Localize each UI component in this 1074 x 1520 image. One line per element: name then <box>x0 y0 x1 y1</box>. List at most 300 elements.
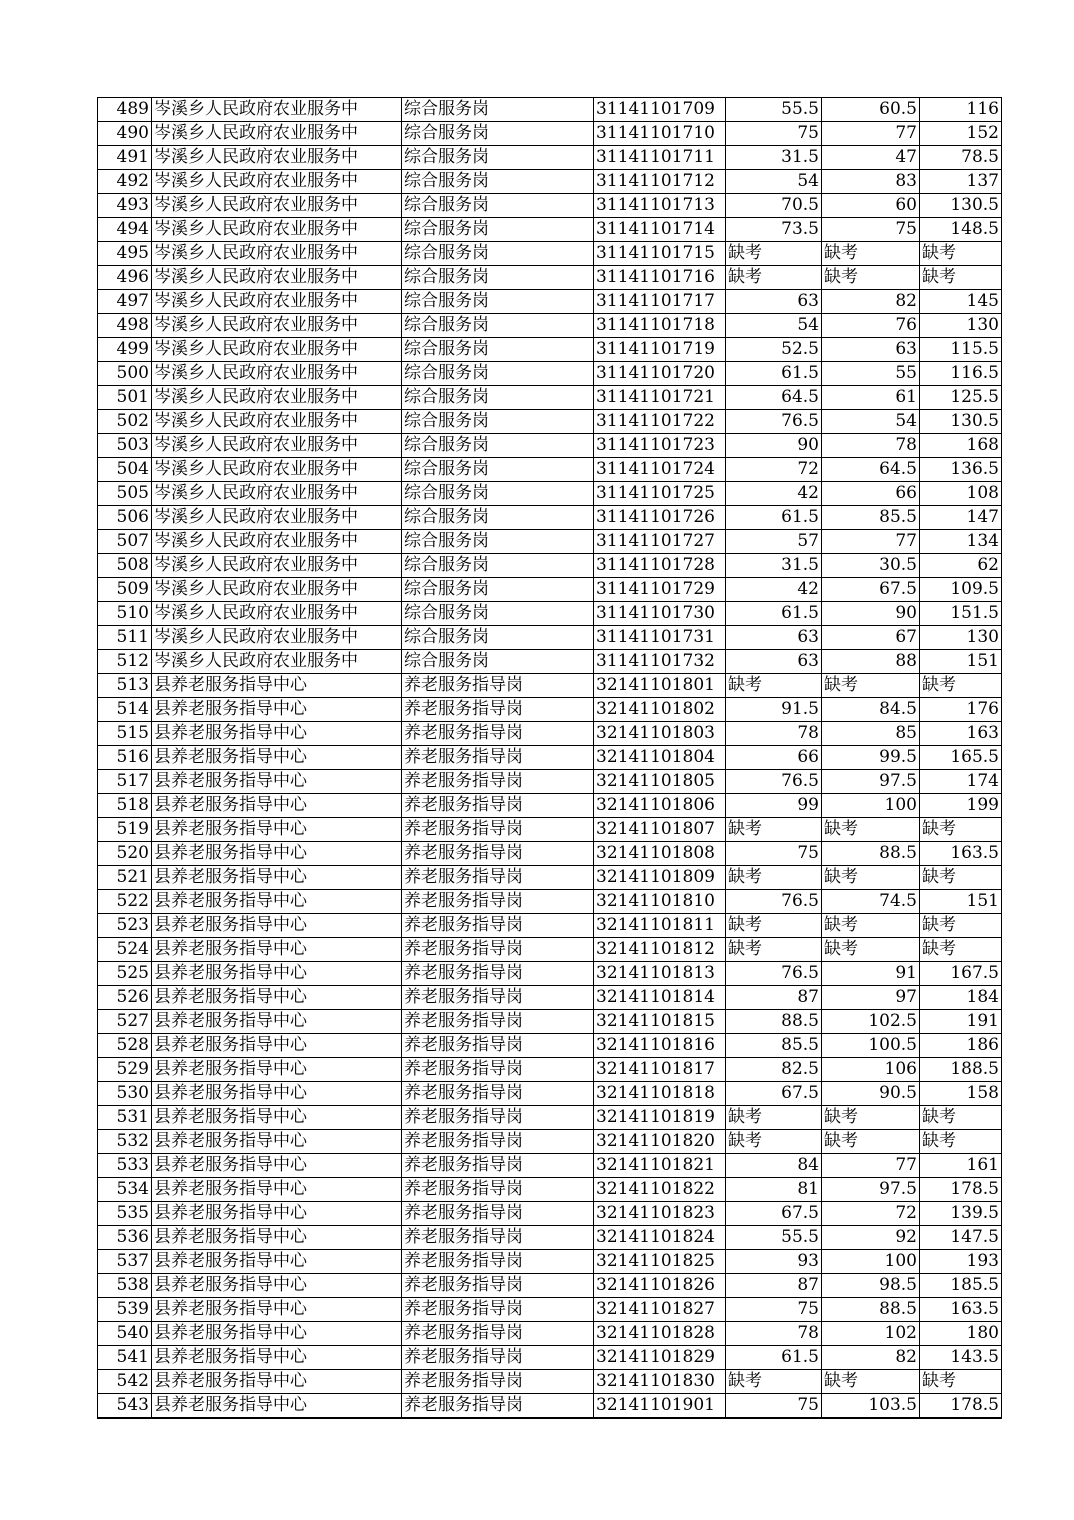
unit-cell: 岑溪乡人民政府农业服务中 <box>152 314 402 338</box>
unit-cell: 岑溪乡人民政府农业服务中 <box>152 458 402 482</box>
position-cell: 综合服务岗 <box>402 266 594 290</box>
total-cell: 130 <box>920 626 1002 650</box>
seq-cell: 522 <box>98 890 152 914</box>
table-row <box>98 1154 1002 1178</box>
total-cell: 178.5 <box>920 1394 1002 1419</box>
exam-id-cell: 32141101814 <box>594 986 726 1010</box>
total-cell: 缺考 <box>920 1106 1002 1130</box>
score2-cell: 60 <box>822 194 920 218</box>
position-cell: 综合服务岗 <box>402 506 594 530</box>
score1-cell: 78 <box>726 1322 822 1346</box>
unit-cell: 县养老服务指导中心 <box>152 1250 402 1274</box>
position-cell: 养老服务指导岗 <box>402 674 594 698</box>
unit-cell: 县养老服务指导中心 <box>152 1106 402 1130</box>
position-cell: 养老服务指导岗 <box>402 1130 594 1154</box>
total-cell: 缺考 <box>920 1130 1002 1154</box>
table-row <box>98 602 1002 626</box>
score2-cell: 缺考 <box>822 818 920 842</box>
position-cell: 养老服务指导岗 <box>402 866 594 890</box>
exam-id-cell: 31141101716 <box>594 266 726 290</box>
position-cell: 养老服务指导岗 <box>402 1106 594 1130</box>
position-cell: 养老服务指导岗 <box>402 938 594 962</box>
score1-cell: 31.5 <box>726 554 822 578</box>
score2-cell: 78 <box>822 434 920 458</box>
exam-id-cell: 32141101806 <box>594 794 726 818</box>
score1-cell: 87 <box>726 986 822 1010</box>
unit-cell: 县养老服务指导中心 <box>152 746 402 770</box>
table-row <box>98 1178 1002 1202</box>
table-row <box>98 98 1002 122</box>
score2-cell: 缺考 <box>822 266 920 290</box>
table-row <box>98 1202 1002 1226</box>
score1-cell: 缺考 <box>726 242 822 266</box>
position-cell: 综合服务岗 <box>402 554 594 578</box>
score2-cell: 77 <box>822 1154 920 1178</box>
unit-cell: 岑溪乡人民政府农业服务中 <box>152 362 402 386</box>
position-cell: 综合服务岗 <box>402 98 594 122</box>
score1-cell: 93 <box>726 1250 822 1274</box>
exam-id-cell: 31141101709 <box>594 98 726 122</box>
total-cell: 176 <box>920 698 1002 722</box>
total-cell: 130.5 <box>920 194 1002 218</box>
table-row <box>98 458 1002 482</box>
total-cell: 缺考 <box>920 674 1002 698</box>
exam-id-cell: 31141101721 <box>594 386 726 410</box>
table-row <box>98 410 1002 434</box>
exam-id-cell: 31141101714 <box>594 218 726 242</box>
seq-cell: 543 <box>98 1394 152 1419</box>
unit-cell: 县养老服务指导中心 <box>152 1394 402 1419</box>
table-row <box>98 314 1002 338</box>
total-cell: 147.5 <box>920 1226 1002 1250</box>
position-cell: 养老服务指导岗 <box>402 1274 594 1298</box>
unit-cell: 县养老服务指导中心 <box>152 1010 402 1034</box>
position-cell: 养老服务指导岗 <box>402 818 594 842</box>
unit-cell: 县养老服务指导中心 <box>152 1274 402 1298</box>
score1-cell: 55.5 <box>726 1226 822 1250</box>
seq-cell: 525 <box>98 962 152 986</box>
total-cell: 116 <box>920 98 1002 122</box>
exam-id-cell: 31141101722 <box>594 410 726 434</box>
position-cell: 综合服务岗 <box>402 362 594 386</box>
total-cell: 174 <box>920 770 1002 794</box>
table-row <box>98 194 1002 218</box>
score2-cell: 54 <box>822 410 920 434</box>
table-row <box>98 1250 1002 1274</box>
score2-cell: 88 <box>822 650 920 674</box>
total-cell: 163.5 <box>920 1298 1002 1322</box>
seq-cell: 500 <box>98 362 152 386</box>
table-row <box>98 1082 1002 1106</box>
seq-cell: 523 <box>98 914 152 938</box>
unit-cell: 岑溪乡人民政府农业服务中 <box>152 218 402 242</box>
score1-cell: 42 <box>726 482 822 506</box>
position-cell: 养老服务指导岗 <box>402 890 594 914</box>
total-cell: 151 <box>920 650 1002 674</box>
table-row <box>98 1226 1002 1250</box>
exam-id-cell: 31141101712 <box>594 170 726 194</box>
score1-cell: 缺考 <box>726 938 822 962</box>
total-cell: 116.5 <box>920 362 1002 386</box>
score2-cell: 缺考 <box>822 1130 920 1154</box>
exam-id-cell: 32141101824 <box>594 1226 726 1250</box>
position-cell: 综合服务岗 <box>402 482 594 506</box>
unit-cell: 岑溪乡人民政府农业服务中 <box>152 170 402 194</box>
unit-cell: 岑溪乡人民政府农业服务中 <box>152 602 402 626</box>
total-cell: 158 <box>920 1082 1002 1106</box>
table-row <box>98 1274 1002 1298</box>
seq-cell: 514 <box>98 698 152 722</box>
exam-id-cell: 32141101826 <box>594 1274 726 1298</box>
score2-cell: 72 <box>822 1202 920 1226</box>
position-cell: 综合服务岗 <box>402 122 594 146</box>
position-cell: 养老服务指导岗 <box>402 746 594 770</box>
position-cell: 综合服务岗 <box>402 290 594 314</box>
unit-cell: 县养老服务指导中心 <box>152 890 402 914</box>
seq-cell: 495 <box>98 242 152 266</box>
position-cell: 综合服务岗 <box>402 626 594 650</box>
table-row <box>98 914 1002 938</box>
total-cell: 109.5 <box>920 578 1002 602</box>
total-cell: 130 <box>920 314 1002 338</box>
position-cell: 养老服务指导岗 <box>402 1010 594 1034</box>
total-cell: 163.5 <box>920 842 1002 866</box>
score-table <box>97 97 1002 1419</box>
exam-id-cell: 31141101710 <box>594 122 726 146</box>
total-cell: 165.5 <box>920 746 1002 770</box>
score1-cell: 61.5 <box>726 362 822 386</box>
total-cell: 143.5 <box>920 1346 1002 1370</box>
table-row <box>98 218 1002 242</box>
seq-cell: 513 <box>98 674 152 698</box>
score2-cell: 97.5 <box>822 1178 920 1202</box>
exam-id-cell: 31141101711 <box>594 146 726 170</box>
score2-cell: 77 <box>822 530 920 554</box>
score2-cell: 67.5 <box>822 578 920 602</box>
position-cell: 养老服务指导岗 <box>402 1394 594 1419</box>
position-cell: 养老服务指导岗 <box>402 1370 594 1394</box>
score1-cell: 88.5 <box>726 1010 822 1034</box>
unit-cell: 岑溪乡人民政府农业服务中 <box>152 434 402 458</box>
seq-cell: 540 <box>98 1322 152 1346</box>
total-cell: 134 <box>920 530 1002 554</box>
score2-cell: 90.5 <box>822 1082 920 1106</box>
unit-cell: 县养老服务指导中心 <box>152 1298 402 1322</box>
unit-cell: 县养老服务指导中心 <box>152 770 402 794</box>
score2-cell: 74.5 <box>822 890 920 914</box>
score2-cell: 91 <box>822 962 920 986</box>
exam-id-cell: 31141101717 <box>594 290 726 314</box>
total-cell: 191 <box>920 1010 1002 1034</box>
table-row <box>98 866 1002 890</box>
position-cell: 养老服务指导岗 <box>402 1082 594 1106</box>
total-cell: 152 <box>920 122 1002 146</box>
table-row <box>98 170 1002 194</box>
score1-cell: 70.5 <box>726 194 822 218</box>
total-cell: 163 <box>920 722 1002 746</box>
position-cell: 养老服务指导岗 <box>402 770 594 794</box>
score1-cell: 缺考 <box>726 1106 822 1130</box>
table-row <box>98 266 1002 290</box>
seq-cell: 526 <box>98 986 152 1010</box>
table-row <box>98 1010 1002 1034</box>
table-row <box>98 770 1002 794</box>
seq-cell: 503 <box>98 434 152 458</box>
score2-cell: 100 <box>822 794 920 818</box>
score2-cell: 67 <box>822 626 920 650</box>
exam-id-cell: 32141101828 <box>594 1322 726 1346</box>
table-row <box>98 818 1002 842</box>
seq-cell: 491 <box>98 146 152 170</box>
exam-id-cell: 32141101811 <box>594 914 726 938</box>
unit-cell: 岑溪乡人民政府农业服务中 <box>152 650 402 674</box>
exam-id-cell: 31141101728 <box>594 554 726 578</box>
unit-cell: 县养老服务指导中心 <box>152 818 402 842</box>
total-cell: 180 <box>920 1322 1002 1346</box>
total-cell: 168 <box>920 434 1002 458</box>
position-cell: 综合服务岗 <box>402 602 594 626</box>
exam-id-cell: 31141101729 <box>594 578 726 602</box>
exam-id-cell: 32141101807 <box>594 818 726 842</box>
table-row <box>98 506 1002 530</box>
position-cell: 综合服务岗 <box>402 434 594 458</box>
score2-cell: 100 <box>822 1250 920 1274</box>
seq-cell: 493 <box>98 194 152 218</box>
exam-id-cell: 31141101730 <box>594 602 726 626</box>
table-row <box>98 1322 1002 1346</box>
position-cell: 养老服务指导岗 <box>402 1034 594 1058</box>
exam-id-cell: 32141101805 <box>594 770 726 794</box>
exam-id-cell: 32141101813 <box>594 962 726 986</box>
table-row <box>98 242 1002 266</box>
unit-cell: 岑溪乡人民政府农业服务中 <box>152 146 402 170</box>
unit-cell: 岑溪乡人民政府农业服务中 <box>152 194 402 218</box>
score1-cell: 76.5 <box>726 890 822 914</box>
table-row <box>98 1106 1002 1130</box>
exam-id-cell: 31141101732 <box>594 650 726 674</box>
score1-cell: 67.5 <box>726 1202 822 1226</box>
table-row <box>98 1298 1002 1322</box>
score1-cell: 57 <box>726 530 822 554</box>
seq-cell: 508 <box>98 554 152 578</box>
seq-cell: 541 <box>98 1346 152 1370</box>
score2-cell: 47 <box>822 146 920 170</box>
score1-cell: 42 <box>726 578 822 602</box>
score1-cell: 67.5 <box>726 1082 822 1106</box>
total-cell: 193 <box>920 1250 1002 1274</box>
table-row <box>98 698 1002 722</box>
seq-cell: 497 <box>98 290 152 314</box>
total-cell: 78.5 <box>920 146 1002 170</box>
position-cell: 养老服务指导岗 <box>402 1226 594 1250</box>
score1-cell: 73.5 <box>726 218 822 242</box>
position-cell: 养老服务指导岗 <box>402 1154 594 1178</box>
exam-id-cell: 32141101823 <box>594 1202 726 1226</box>
unit-cell: 岑溪乡人民政府农业服务中 <box>152 626 402 650</box>
position-cell: 综合服务岗 <box>402 314 594 338</box>
seq-cell: 537 <box>98 1250 152 1274</box>
exam-id-cell: 32141101827 <box>594 1298 726 1322</box>
score1-cell: 84 <box>726 1154 822 1178</box>
unit-cell: 县养老服务指导中心 <box>152 1082 402 1106</box>
total-cell: 62 <box>920 554 1002 578</box>
score2-cell: 缺考 <box>822 914 920 938</box>
score2-cell: 83 <box>822 170 920 194</box>
score1-cell: 72 <box>726 458 822 482</box>
table-row <box>98 1034 1002 1058</box>
seq-cell: 505 <box>98 482 152 506</box>
total-cell: 151 <box>920 890 1002 914</box>
score2-cell: 88.5 <box>822 1298 920 1322</box>
unit-cell: 县养老服务指导中心 <box>152 1202 402 1226</box>
total-cell: 145 <box>920 290 1002 314</box>
score1-cell: 75 <box>726 122 822 146</box>
score2-cell: 77 <box>822 122 920 146</box>
exam-id-cell: 31141101718 <box>594 314 726 338</box>
seq-cell: 519 <box>98 818 152 842</box>
score2-cell: 88.5 <box>822 842 920 866</box>
total-cell: 缺考 <box>920 1370 1002 1394</box>
position-cell: 综合服务岗 <box>402 458 594 482</box>
score1-cell: 99 <box>726 794 822 818</box>
score2-cell: 99.5 <box>822 746 920 770</box>
score1-cell: 75 <box>726 1298 822 1322</box>
unit-cell: 岑溪乡人民政府农业服务中 <box>152 554 402 578</box>
total-cell: 缺考 <box>920 818 1002 842</box>
exam-id-cell: 32141101810 <box>594 890 726 914</box>
score1-cell: 64.5 <box>726 386 822 410</box>
exam-id-cell: 32141101829 <box>594 1346 726 1370</box>
seq-cell: 496 <box>98 266 152 290</box>
table-row <box>98 1370 1002 1394</box>
unit-cell: 县养老服务指导中心 <box>152 1322 402 1346</box>
table-row <box>98 338 1002 362</box>
position-cell: 综合服务岗 <box>402 338 594 362</box>
total-cell: 136.5 <box>920 458 1002 482</box>
exam-id-cell: 31141101720 <box>594 362 726 386</box>
position-cell: 养老服务指导岗 <box>402 794 594 818</box>
position-cell: 养老服务指导岗 <box>402 962 594 986</box>
score1-cell: 缺考 <box>726 866 822 890</box>
unit-cell: 岑溪乡人民政府农业服务中 <box>152 242 402 266</box>
score1-cell: 61.5 <box>726 1346 822 1370</box>
exam-id-cell: 32141101809 <box>594 866 726 890</box>
position-cell: 综合服务岗 <box>402 146 594 170</box>
unit-cell: 县养老服务指导中心 <box>152 1154 402 1178</box>
score2-cell: 98.5 <box>822 1274 920 1298</box>
score2-cell: 缺考 <box>822 1106 920 1130</box>
total-cell: 缺考 <box>920 938 1002 962</box>
seq-cell: 507 <box>98 530 152 554</box>
score2-cell: 92 <box>822 1226 920 1250</box>
score1-cell: 54 <box>726 170 822 194</box>
total-cell: 147 <box>920 506 1002 530</box>
position-cell: 综合服务岗 <box>402 650 594 674</box>
seq-cell: 521 <box>98 866 152 890</box>
seq-cell: 535 <box>98 1202 152 1226</box>
exam-id-cell: 32141101822 <box>594 1178 726 1202</box>
table-row <box>98 1130 1002 1154</box>
position-cell: 养老服务指导岗 <box>402 842 594 866</box>
total-cell: 161 <box>920 1154 1002 1178</box>
position-cell: 养老服务指导岗 <box>402 1250 594 1274</box>
table-row <box>98 842 1002 866</box>
score2-cell: 缺考 <box>822 938 920 962</box>
score1-cell: 78 <box>726 722 822 746</box>
position-cell: 综合服务岗 <box>402 410 594 434</box>
position-cell: 养老服务指导岗 <box>402 722 594 746</box>
score2-cell: 64.5 <box>822 458 920 482</box>
score2-cell: 85 <box>822 722 920 746</box>
score1-cell: 76.5 <box>726 962 822 986</box>
score1-cell: 76.5 <box>726 770 822 794</box>
score2-cell: 63 <box>822 338 920 362</box>
seq-cell: 499 <box>98 338 152 362</box>
score1-cell: 61.5 <box>726 602 822 626</box>
total-cell: 148.5 <box>920 218 1002 242</box>
table-row <box>98 578 1002 602</box>
seq-cell: 538 <box>98 1274 152 1298</box>
table-row <box>98 386 1002 410</box>
table-row <box>98 722 1002 746</box>
position-cell: 养老服务指导岗 <box>402 1298 594 1322</box>
unit-cell: 县养老服务指导中心 <box>152 698 402 722</box>
score1-cell: 缺考 <box>726 266 822 290</box>
seq-cell: 520 <box>98 842 152 866</box>
table-row <box>98 122 1002 146</box>
seq-cell: 489 <box>98 98 152 122</box>
total-cell: 缺考 <box>920 266 1002 290</box>
score2-cell: 85.5 <box>822 506 920 530</box>
table-row <box>98 794 1002 818</box>
unit-cell: 县养老服务指导中心 <box>152 1226 402 1250</box>
exam-id-cell: 32141101815 <box>594 1010 726 1034</box>
table-row <box>98 1058 1002 1082</box>
seq-cell: 515 <box>98 722 152 746</box>
score1-cell: 90 <box>726 434 822 458</box>
exam-id-cell: 31141101723 <box>594 434 726 458</box>
table-row <box>98 554 1002 578</box>
unit-cell: 岑溪乡人民政府农业服务中 <box>152 386 402 410</box>
position-cell: 综合服务岗 <box>402 170 594 194</box>
score1-cell: 87 <box>726 1274 822 1298</box>
score2-cell: 30.5 <box>822 554 920 578</box>
exam-id-cell: 32141101820 <box>594 1130 726 1154</box>
unit-cell: 县养老服务指导中心 <box>152 866 402 890</box>
total-cell: 151.5 <box>920 602 1002 626</box>
total-cell: 167.5 <box>920 962 1002 986</box>
position-cell: 综合服务岗 <box>402 194 594 218</box>
seq-cell: 524 <box>98 938 152 962</box>
unit-cell: 岑溪乡人民政府农业服务中 <box>152 338 402 362</box>
score2-cell: 缺考 <box>822 674 920 698</box>
unit-cell: 县养老服务指导中心 <box>152 794 402 818</box>
score1-cell: 63 <box>726 650 822 674</box>
exam-id-cell: 31141101713 <box>594 194 726 218</box>
position-cell: 综合服务岗 <box>402 386 594 410</box>
seq-cell: 501 <box>98 386 152 410</box>
seq-cell: 512 <box>98 650 152 674</box>
table-row <box>98 650 1002 674</box>
exam-id-cell: 32141101819 <box>594 1106 726 1130</box>
unit-cell: 县养老服务指导中心 <box>152 1178 402 1202</box>
seq-cell: 516 <box>98 746 152 770</box>
score2-cell: 90 <box>822 602 920 626</box>
score2-cell: 97 <box>822 986 920 1010</box>
unit-cell: 县养老服务指导中心 <box>152 1130 402 1154</box>
table-row <box>98 938 1002 962</box>
seq-cell: 536 <box>98 1226 152 1250</box>
